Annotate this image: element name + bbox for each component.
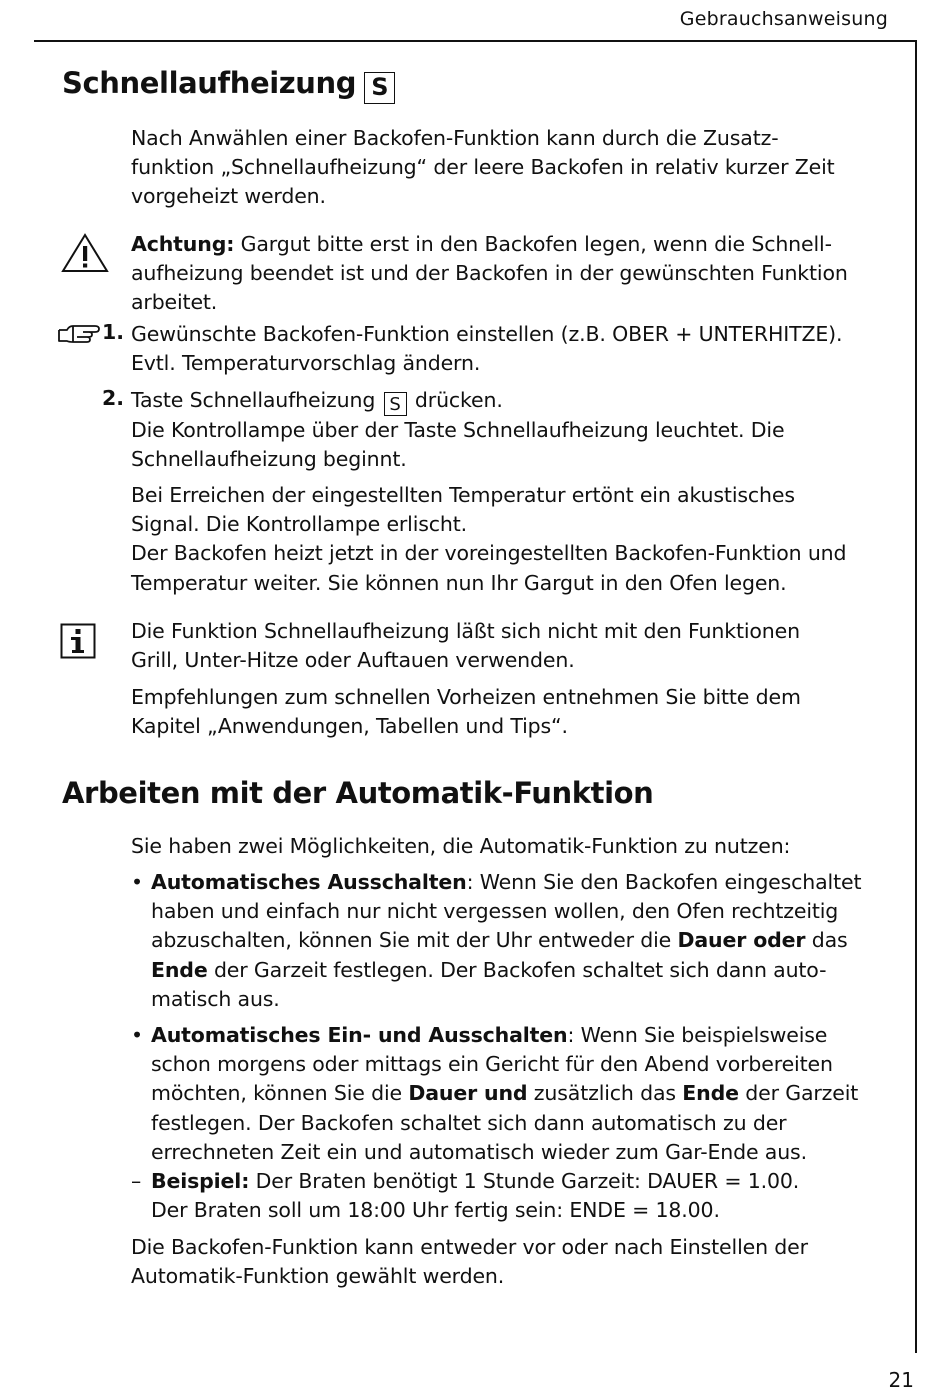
- text-line: vorgeheizt werden.: [131, 184, 326, 209]
- step-2-text: [131, 386, 901, 474]
- text-line: [151, 926, 891, 955]
- text-fragment: zusätzlich das: [527, 1081, 683, 1106]
- step-2-text-after: drücken.: [408, 388, 503, 412]
- text-line: [131, 230, 901, 259]
- text-fragment: der Garzeit: [738, 1081, 859, 1106]
- section-title-schnellaufheizung: [62, 66, 397, 104]
- step-2-text-before: Taste Schnellaufheizung: [131, 388, 382, 412]
- bullet-marker: •: [131, 870, 143, 894]
- text-line: funktion „Schnellaufheizung“ der leere Backofen in relativ kurzer Zeit: [131, 155, 835, 180]
- text-fragment: möchten, können Sie die: [151, 1081, 409, 1106]
- quick-heat-key-symbol: S: [384, 392, 407, 416]
- bold-term: Automatisches Ein- und Ausschalten: [151, 1023, 568, 1047]
- text-line: errechneten Zeit ein und automatisch wieder zum Gar-Ende aus.: [151, 1139, 807, 1164]
- quick-heat-key-symbol: S: [364, 72, 395, 104]
- info-paragraph-2: [131, 683, 901, 741]
- step-number-2: 2.: [102, 386, 125, 410]
- list-item-example: [131, 1167, 891, 1225]
- text-line: Die Backofen-Funktion kann entweder vor oder nach Einstellen der: [131, 1235, 808, 1259]
- text-line: Der Backofen heizt jetzt in der voreingestellten Backofen-Funktion und: [131, 541, 847, 566]
- step-1-text: [131, 320, 901, 378]
- step-number-1: 1.: [102, 320, 125, 344]
- text-line: [131, 386, 901, 416]
- header-rule: [34, 40, 917, 42]
- text-line: Der Braten soll um 18:00 Uhr fertig sein: ENDE = 18.00.: [151, 1198, 720, 1223]
- step-2-paragraph-2: [131, 481, 901, 598]
- bold-term: Dauer und: [408, 1081, 528, 1106]
- running-head: Gebrauchsanweisung: [679, 8, 888, 30]
- text-line: haben und einfach nur nicht vergessen wollen, den Ofen rechtzeitig: [151, 899, 839, 924]
- text-line: [151, 1167, 891, 1196]
- bullet-marker: •: [131, 1023, 143, 1047]
- bold-term: Automatisches Ausschalten: [151, 870, 467, 894]
- warning-paragraph: [131, 230, 901, 318]
- page-number: 21: [888, 1368, 914, 1392]
- bold-term: Ende: [682, 1081, 739, 1106]
- text-line: [151, 956, 891, 985]
- text-fragment: : Wenn Sie den Backofen eingeschaltet: [466, 870, 862, 894]
- text-fragment: : Wenn Sie beispielsweise: [567, 1023, 828, 1047]
- info-paragraph: [131, 617, 901, 675]
- section-title-text: Schnellaufheizung: [62, 66, 357, 100]
- text-line: schon morgens oder mittags ein Gericht für den Abend vorbereiten: [151, 1052, 833, 1077]
- list-item-automatic-off: [131, 868, 891, 1014]
- text-line: Die Funktion Schnellaufheizung läßt sich nicht mit den Funktionen: [131, 619, 800, 643]
- automatik-intro: [131, 832, 901, 861]
- info-icon: [60, 623, 96, 659]
- text-fragment: Der Braten benötigt 1 Stunde Garzeit: DAUER = 1.00.: [249, 1169, 800, 1193]
- text-line: [151, 1021, 891, 1050]
- right-margin-rule: [915, 40, 917, 1353]
- text-fragment: der Garzeit festlegen. Der Backofen schaltet sich dann auto-: [207, 957, 827, 982]
- bold-term: Ende: [151, 957, 208, 982]
- pointing-hand-icon: [57, 324, 101, 344]
- warning-triangle-icon: [60, 232, 110, 274]
- text-line: Grill, Unter-Hitze oder Auftauen verwenden.: [131, 648, 575, 673]
- text-line: Gewünschte Backofen-Funktion einstellen (z.B. OBER + UNTERHITZE).: [131, 322, 843, 346]
- example-label: Beispiel:: [151, 1169, 250, 1193]
- text-line: arbeitet.: [131, 290, 218, 315]
- text-line: Sie haben zwei Möglichkeiten, die Automatik-Funktion zu nutzen:: [131, 834, 791, 858]
- text-line: Kapitel „Anwendungen, Tabellen und Tips“.: [131, 714, 568, 739]
- warning-label: Achtung:: [131, 232, 235, 256]
- text-line: Nach Anwählen einer Backofen-Funktion kann durch die Zusatz-: [131, 126, 779, 150]
- text-line: Schnellaufheizung beginnt.: [131, 447, 407, 472]
- bold-term: Dauer oder: [677, 928, 806, 953]
- text-fragment: das: [805, 928, 848, 953]
- text-line: Empfehlungen zum schnellen Vorheizen entnehmen Sie bitte dem: [131, 685, 801, 709]
- list-item-automatic-on-off: [131, 1021, 891, 1167]
- text-line: Bei Erreichen der eingestellten Temperatur ertönt ein akustisches: [131, 483, 795, 507]
- text-line: [151, 868, 891, 897]
- text-line: Temperatur weiter. Sie können nun Ihr Gargut in den Ofen legen.: [131, 570, 787, 595]
- dash-marker: –: [131, 1169, 142, 1193]
- text-line: aufheizung beendet ist und der Backofen in der gewünschten Funktion: [131, 261, 848, 286]
- text-line: festlegen. Der Backofen schaltet sich dann automatisch zu der: [151, 1110, 787, 1135]
- text-line: matisch aus.: [151, 986, 280, 1011]
- text-line: Evtl. Temperaturvorschlag ändern.: [131, 351, 481, 376]
- section-title-automatik: Arbeiten mit der Automatik-Funktion: [62, 776, 654, 810]
- text-line: Signal. Die Kontrollampe erlischt.: [131, 512, 468, 537]
- text-line: Die Kontrollampe über der Taste Schnellaufheizung leuchtet. Die: [131, 418, 785, 442]
- intro-paragraph: [131, 124, 901, 212]
- warning-text: Gargut bitte erst in den Backofen legen, wenn die Schnell-: [234, 232, 832, 256]
- text-line: Automatik-Funktion gewählt werden.: [131, 1264, 505, 1289]
- text-line: [151, 1079, 891, 1108]
- closing-paragraph: [131, 1233, 901, 1291]
- text-fragment: abzuschalten, können Sie mit der Uhr entweder die: [151, 928, 678, 953]
